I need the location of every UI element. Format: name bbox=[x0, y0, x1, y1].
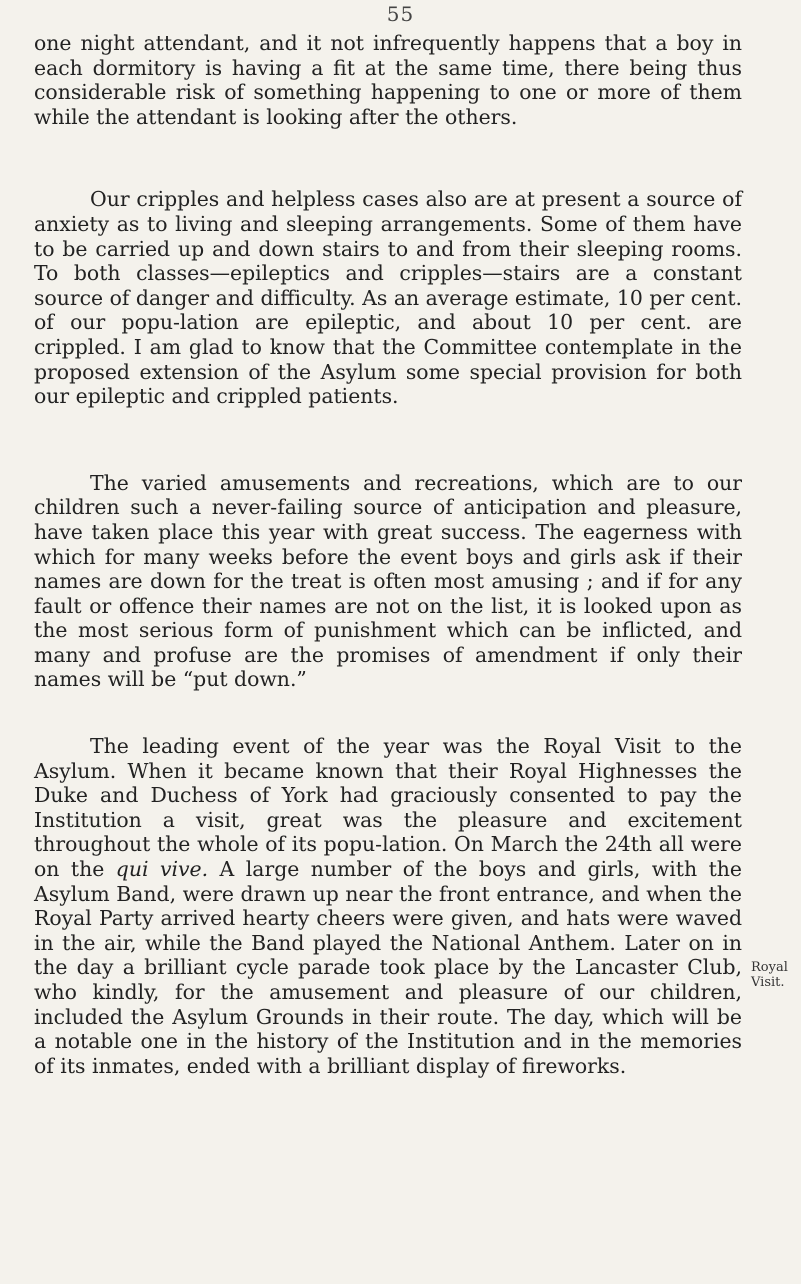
margin-note-royal-visit: Royal Visit. bbox=[751, 960, 788, 990]
page-body bbox=[34, 31, 742, 1078]
paragraph-amusements: The varied amusements and recreations, which are to our children such a never-failing source of anticipation and pleasure, have taken place this year with great success. The eagerness with which for many weeks before the event boys and girls ask if their names are down for the treat is often most amusing ; and if for any fault or offence their names are not on the list, it is looked upon as the most serious form of punishment which can be inflicted, and many and profuse are the promises of amendment if only their names will be “put down.” bbox=[34, 470, 742, 692]
page-number: 55 bbox=[386, 2, 415, 26]
paragraph-cripples: Our cripples and helpless cases also are at present a source of anxiety as to living and sleeping arrangements. Some of them have to be carried up and down stairs to and from their sleeping rooms. To both classes—epileptics and cripples—stairs are a constant source of danger and difficulty. As an average estimate, 10 per cent. of our popu-lation are epileptic, and about 10 per cent. are crippled. I am glad to know that the Committee contemplate in the proposed extension of the Asylum some special provision for both our epileptic and crippled patients. bbox=[34, 187, 742, 409]
royal-visit-italic-phrase: qui vive. bbox=[115, 857, 209, 882]
royal-visit-text-before: The leading event of the year was the Royal Visit to the Asylum. When it became known that their Royal Highnesses the Duke and Duchess of York had graciously consented to pay the Institution a visit, great was the pleasure and excitement throughout the whole of its popu-lation. On March the 24th all were on the bbox=[34, 734, 742, 882]
paragraph-royal-visit bbox=[34, 734, 742, 1078]
royal-visit-text-after: A large number of the boys and girls, with the Asylum Band, were drawn up near the front entrance, and when the Royal Party arrived hearty cheers were given, and hats were waved in the air, while the Band played the National Anthem. Later on in the day a brilliant cycle parade took place by the Lancaster Club, who kindly, for the amusement and pleasure of our children, included the Asylum Grounds in their route. The day, which will be a notable one in the history of the Institution and in the memories of its inmates, ended with a brilliant display of fireworks. bbox=[34, 857, 742, 1078]
paragraph-night-attendant: one night attendant, and it not infrequently happens that a boy in each dormitory is having a fit at the same time, there being thus considerable risk of something happening to one or more of them while the attendant is looking after the others. bbox=[34, 31, 742, 129]
